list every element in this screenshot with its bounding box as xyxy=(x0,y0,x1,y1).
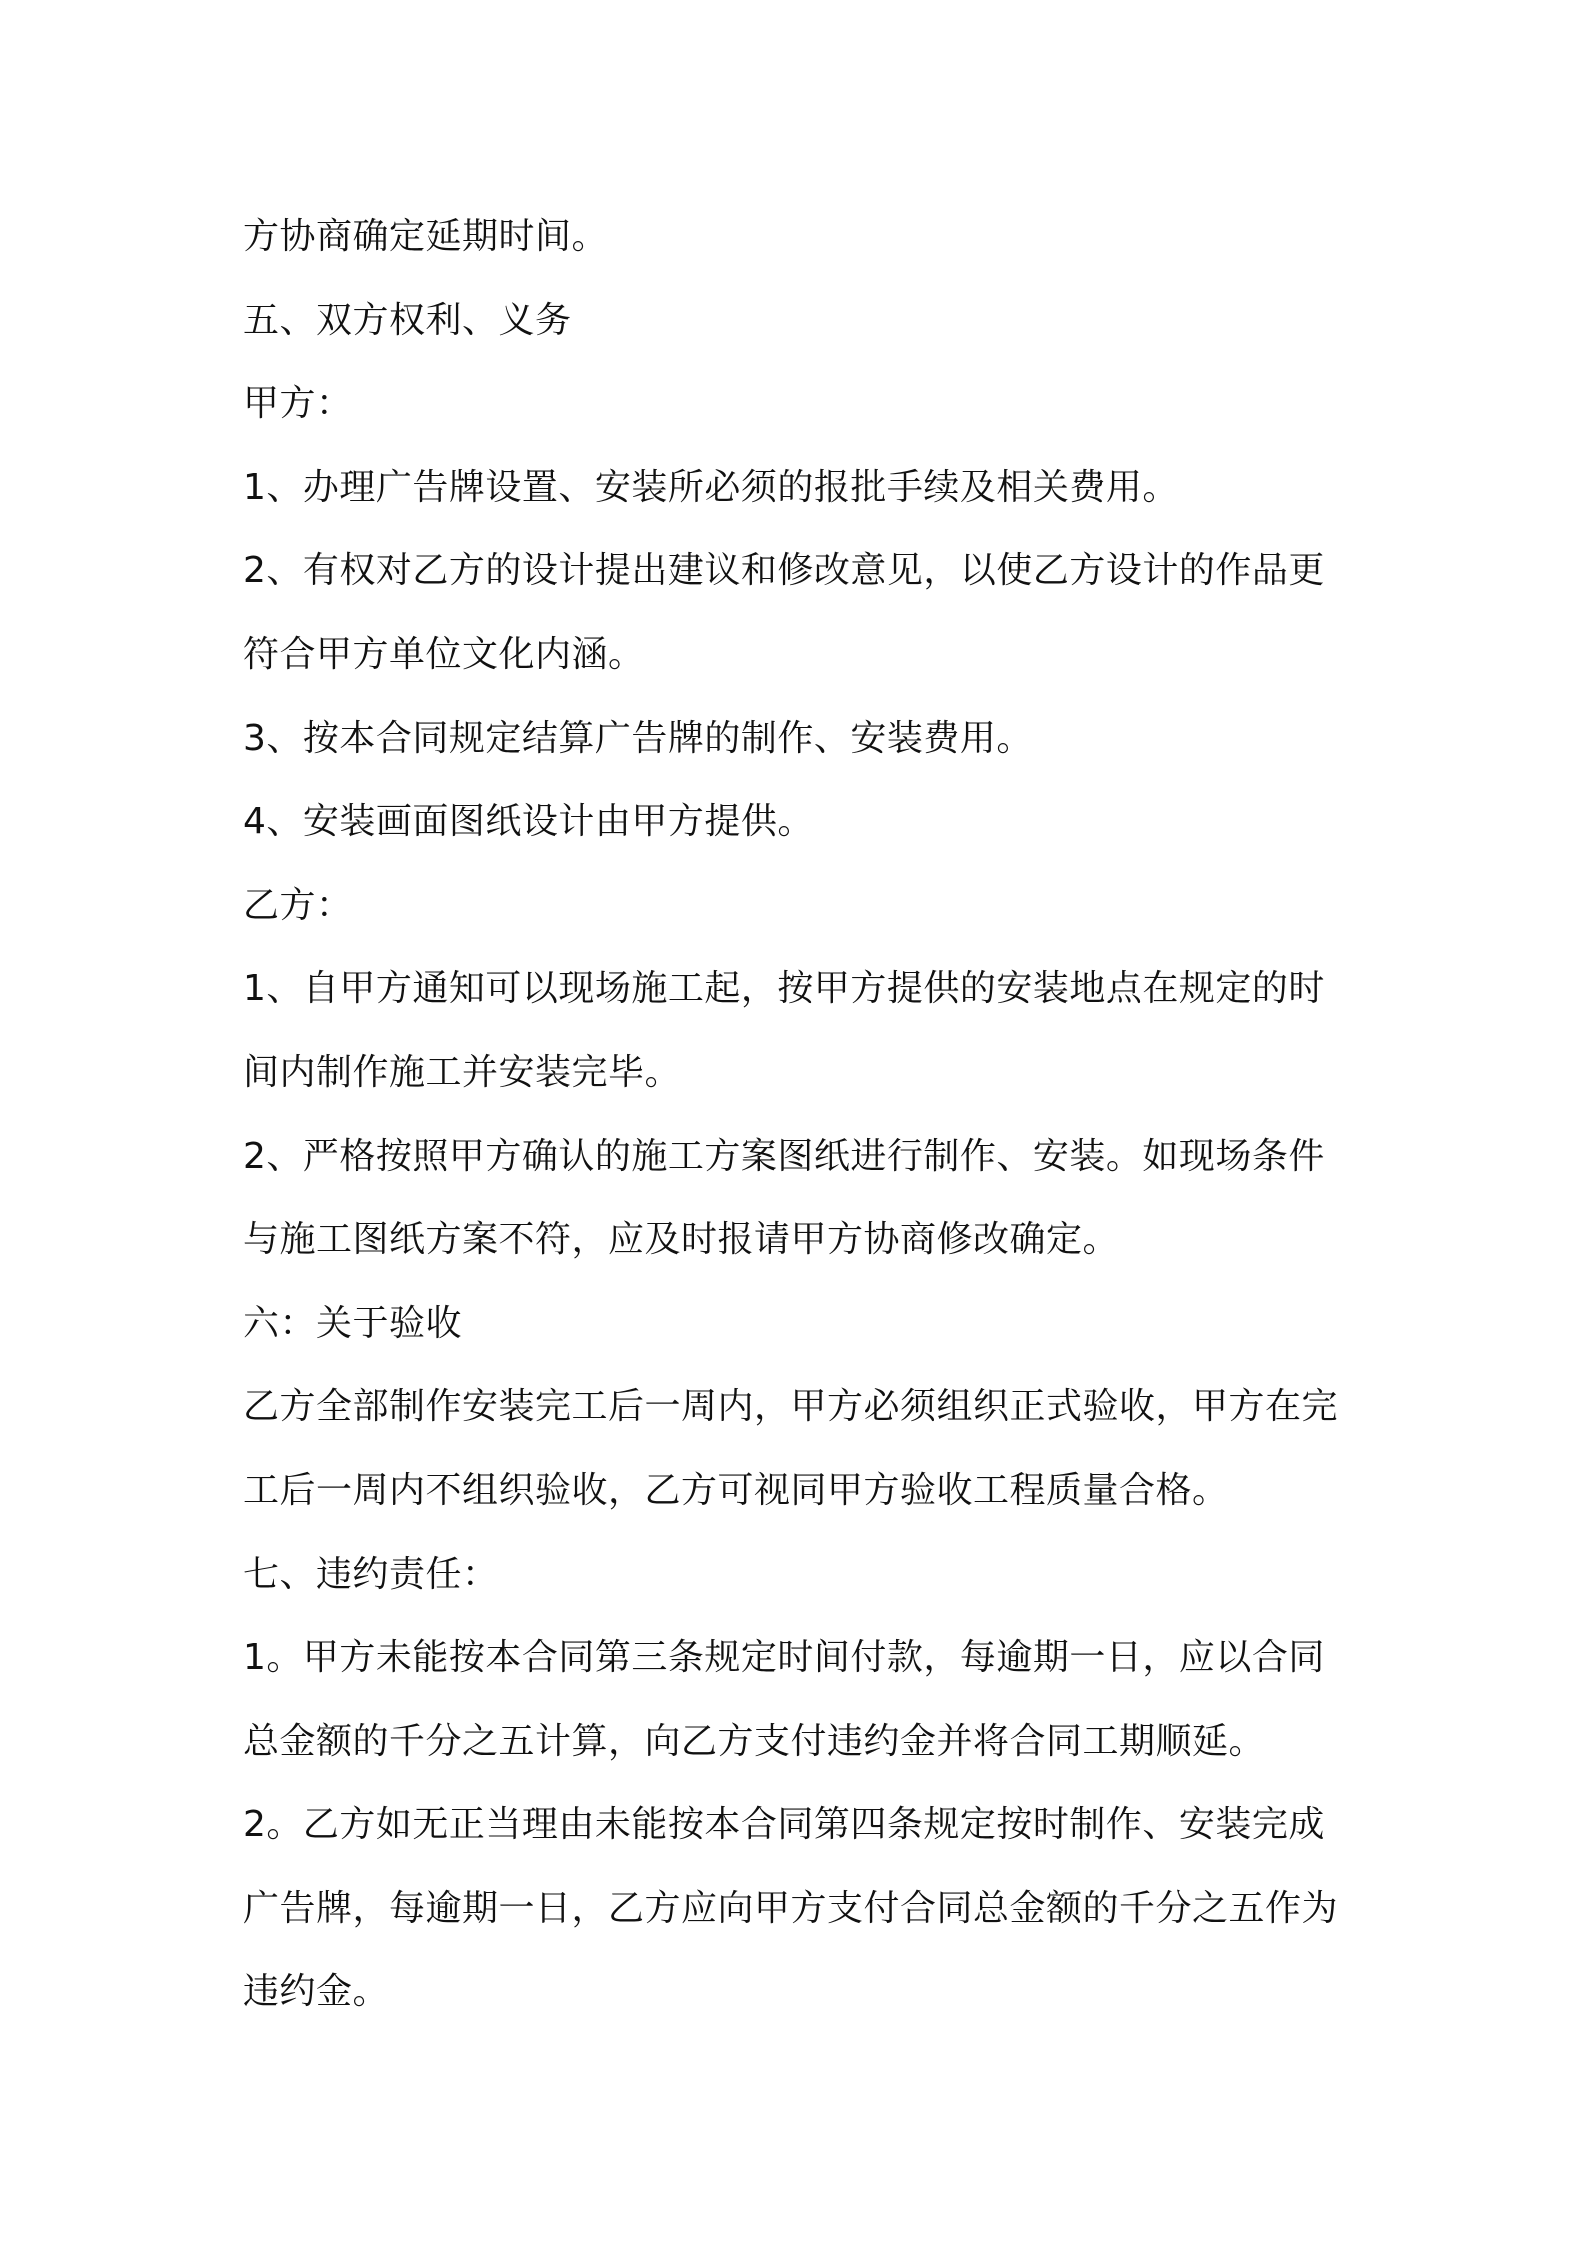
text-line: 总金额的千分之五计算，向乙方支付违约金并将合同工期顺延。 xyxy=(243,1720,1266,1762)
text-line: 广告牌，每逾期一日，乙方应向甲方支付合同总金额的千分之五作为 xyxy=(243,1887,1339,1929)
text-line: 3、按本合同规定结算广告牌的制作、安装费用。 xyxy=(243,717,1033,759)
text-line: 2、有权对乙方的设计提出建议和修改意见，以使乙方设计的作品更 xyxy=(243,550,1325,592)
section-heading-liability: 七、违约责任： xyxy=(243,1553,499,1595)
text-line: 2、严格按照甲方确认的施工方案图纸进行制作、安装。如现场条件 xyxy=(243,1135,1325,1177)
text-line: 1、办理广告牌设置、安装所必须的报批手续及相关费用。 xyxy=(243,466,1179,508)
section-heading-rights-obligations: 五、双方权利、义务 xyxy=(243,299,572,341)
section-heading-acceptance: 六：关于验收 xyxy=(243,1302,463,1344)
text-line: 工后一周内不组织验收，乙方可视同甲方验收工程质量合格。 xyxy=(243,1469,1229,1511)
text-line: 方协商确定延期时间。 xyxy=(243,216,609,257)
party-a-heading: 甲方： xyxy=(243,383,353,425)
text-line: 违约金。 xyxy=(243,1971,390,2013)
text-line: 间内制作施工并安装完毕。 xyxy=(243,1051,682,1093)
text-line: 4、安装画面图纸设计由甲方提供。 xyxy=(243,801,814,843)
text-line: 符合甲方单位文化内涵。 xyxy=(243,633,645,675)
text-line: 1、自甲方通知可以现场施工起，按甲方提供的安装地点在规定的时 xyxy=(243,968,1325,1010)
text-line: 1。甲方未能按本合同第三条规定时间付款，每逾期一日，应以合同 xyxy=(243,1637,1325,1679)
text-line: 乙方全部制作安装完工后一周内，甲方必须组织正式验收，甲方在完 xyxy=(243,1386,1339,1428)
text-line: 2。乙方如无正当理由未能按本合同第四条规定按时制作、安装完成 xyxy=(243,1804,1325,1846)
party-b-heading: 乙方： xyxy=(243,884,353,926)
document-body xyxy=(243,195,1353,2034)
text-line: 与施工图纸方案不符，应及时报请甲方协商修改确定。 xyxy=(243,1219,1120,1261)
